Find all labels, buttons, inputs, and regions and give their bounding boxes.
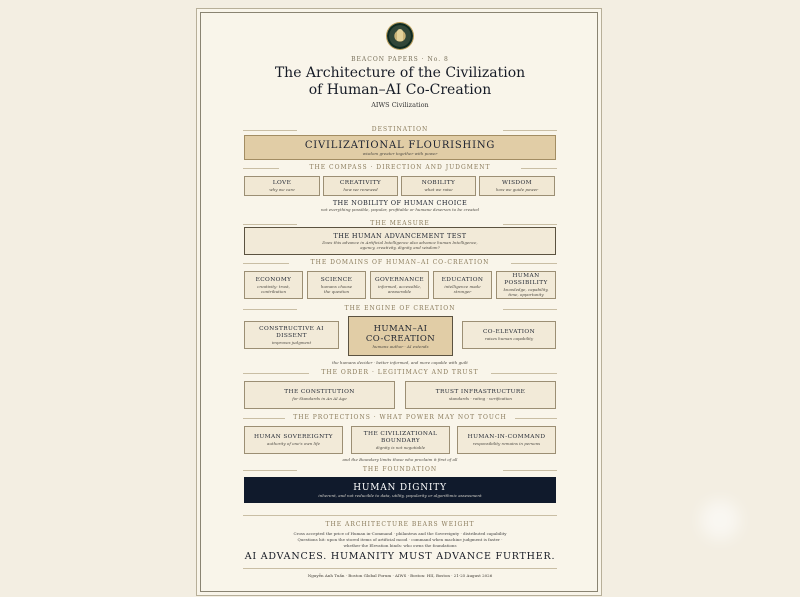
compass-detail: how we renewed (343, 187, 378, 192)
measure-box (244, 227, 556, 255)
bears-line-3: whether the Elevation binds: who owns the foundations (343, 543, 457, 548)
engine-left-detail: improves judgment (271, 339, 312, 345)
destination-box (244, 135, 556, 160)
engine-box-co-creation (348, 316, 453, 356)
protection-box-human-in-command (457, 426, 556, 454)
protection-box-human-sovereignty (244, 426, 343, 454)
compass-label: WISDOM (502, 180, 532, 186)
domain-box-education (433, 271, 492, 299)
destination-detail: wisdom greater together with power (362, 150, 438, 156)
section-bears-weight: THE ARCHITECTURE BEARS WEIGHT (313, 520, 487, 530)
domain-detail: humans choose (320, 283, 353, 289)
order-label: THE CONSTITUTION (284, 389, 355, 395)
domain-label: GOVERNANCE (374, 276, 425, 283)
engine-box-constructive-dissent (244, 321, 339, 349)
domain-label: HUMAN POSSIBILITY (504, 273, 548, 286)
foundation-label: HUMAN DIGNITY (353, 482, 447, 493)
domain-detail: creativity: trust, (257, 283, 290, 289)
engine-right-label: CO-ELEVATION (482, 329, 536, 335)
domain-box-human-possibility (496, 271, 556, 299)
engine-box-co-elevation (462, 321, 556, 349)
domain-detail: knowledge, capability, (503, 287, 549, 292)
domain-detail: informed, accessible, (377, 283, 421, 289)
domain-box-science (307, 271, 366, 299)
domain-label: SCIENCE (320, 276, 353, 283)
protection-label: THE CIVILIZATIONAL BOUNDARY (363, 430, 438, 444)
engine-center-detail: humans author · AI extends (372, 343, 429, 349)
section-measure: THE MEASURE (297, 219, 503, 229)
bears-line-1: Cross accepted the price of Human in-Command · philantrus and the Sovereignty · distributed capability (293, 531, 507, 536)
bears-weight-text (221, 531, 579, 549)
engine-right-detail: raises human capability (484, 336, 534, 341)
compass-box-creativity (323, 176, 398, 196)
foundation-detail: inherent, and not reducible to data, utility, popularity or algorithmic assessment (318, 492, 482, 498)
divider (243, 568, 557, 569)
engine-left-label: CONSTRUCTIVE AI DISSENT (259, 325, 324, 339)
boundary-caption: and the Boundary limits those who proclaim it first of all (342, 457, 458, 462)
section-compass: THE COMPASS · DIRECTION AND JUDGMENT (279, 163, 521, 173)
section-engine: THE ENGINE OF CREATION (297, 304, 503, 314)
compass-box-nobility (401, 176, 476, 196)
compass-detail: why we care (269, 187, 295, 192)
series-label: BEACON PAPERS · No. 8 (351, 56, 449, 63)
document-title (201, 65, 599, 99)
domain-detail: time, opportunity (508, 292, 544, 297)
compass-detail: what we raise (424, 187, 453, 192)
engine-center-label-2: CO-CREATION (365, 333, 436, 344)
nobility-choice (201, 200, 599, 212)
background-glow (700, 500, 740, 540)
divider (243, 515, 557, 516)
domain-box-governance (370, 271, 429, 299)
protection-label: HUMAN-IN-COMMAND (467, 434, 546, 440)
order-box-constitution (244, 381, 395, 409)
domain-detail: answerable (387, 288, 412, 294)
domain-detail: contribution (260, 288, 287, 294)
document-title-line-1: The Architecture of the Civilization (274, 65, 526, 81)
nobility-detail: not everything possible, popular, profitable or humane deserves to be created (320, 207, 480, 212)
domain-box-economy (244, 271, 303, 299)
order-detail: standards · rating · verification (448, 396, 513, 401)
bears-line-2: Questions hit: upon the stored items of artificial mood · command when machine judgment is faster · (297, 537, 503, 542)
protection-label: HUMAN SOVEREIGNTY (253, 434, 334, 440)
compass-box-love (244, 176, 320, 196)
order-detail: for Standards in An AI Age (292, 396, 347, 401)
section-order: THE ORDER · LEGITIMACY AND TRUST (309, 368, 491, 378)
protection-detail: dignity is not negotiable (375, 444, 426, 450)
compass-box-wisdom (479, 176, 555, 196)
nobility-label: THE NOBILITY OF HUMAN CHOICE (332, 199, 468, 207)
compass-label: LOVE (272, 180, 292, 186)
document-title-line-2: of Human–AI Co-Creation (308, 82, 492, 98)
foundation-box-human-dignity (244, 477, 556, 503)
document-page (200, 12, 598, 592)
measure-detail-line-1: Does this advance in Artificial Intelligence also advance human Intelligence, (322, 239, 478, 245)
protection-box-civilizational-boundary (351, 426, 450, 454)
engine-center-label-1: HUMAN–AI (373, 323, 428, 334)
measure-label: THE HUMAN ADVANCEMENT TEST (333, 231, 467, 240)
order-label: TRUST INFRASTRUCTURE (435, 389, 526, 395)
seal-emblem-icon (387, 23, 413, 49)
document-footer: Nguyễn Anh Tuấn · Boston Global Forum · AIWS · Boston: HII, Boston · 21-25 August 2026 (307, 573, 493, 578)
compass-detail: how we guide power (495, 187, 539, 192)
protection-detail: responsibility remains in persons (472, 441, 541, 446)
compass-label: CREATIVITY (339, 180, 382, 186)
section-foundation: THE FOUNDATION (297, 465, 503, 475)
order-box-trust-infrastructure (405, 381, 556, 409)
engine-caption: the humans decider · better informed, and more capable with guilt (332, 360, 468, 365)
domain-label: ECONOMY (255, 276, 292, 283)
section-domains: THE DOMAINS OF HUMAN–AI CO-CREATION (289, 258, 511, 268)
document-subtitle: AIWS Civilization (371, 101, 429, 109)
protection-detail: authority of one's own life (267, 441, 320, 446)
closing-statement: AI ADVANCES. HUMANITY MUST ADVANCE FURTHER. (244, 551, 556, 562)
section-protections: THE PROTECTIONS · WHAT POWER MAY NOT TOUCH (285, 413, 515, 423)
measure-detail-line-2: agency, creativity, dignity and wisdom? (360, 244, 440, 250)
domain-detail: the question (323, 288, 350, 294)
compass-label: NOBILITY (421, 180, 456, 186)
domain-detail: stronger (453, 288, 472, 294)
domain-label: EDUCATION (441, 276, 484, 283)
destination-label: CIVILIZATIONAL FLOURISHING (304, 139, 496, 151)
domain-detail: intelligence made (444, 283, 481, 289)
section-destination: DESTINATION (297, 125, 503, 135)
